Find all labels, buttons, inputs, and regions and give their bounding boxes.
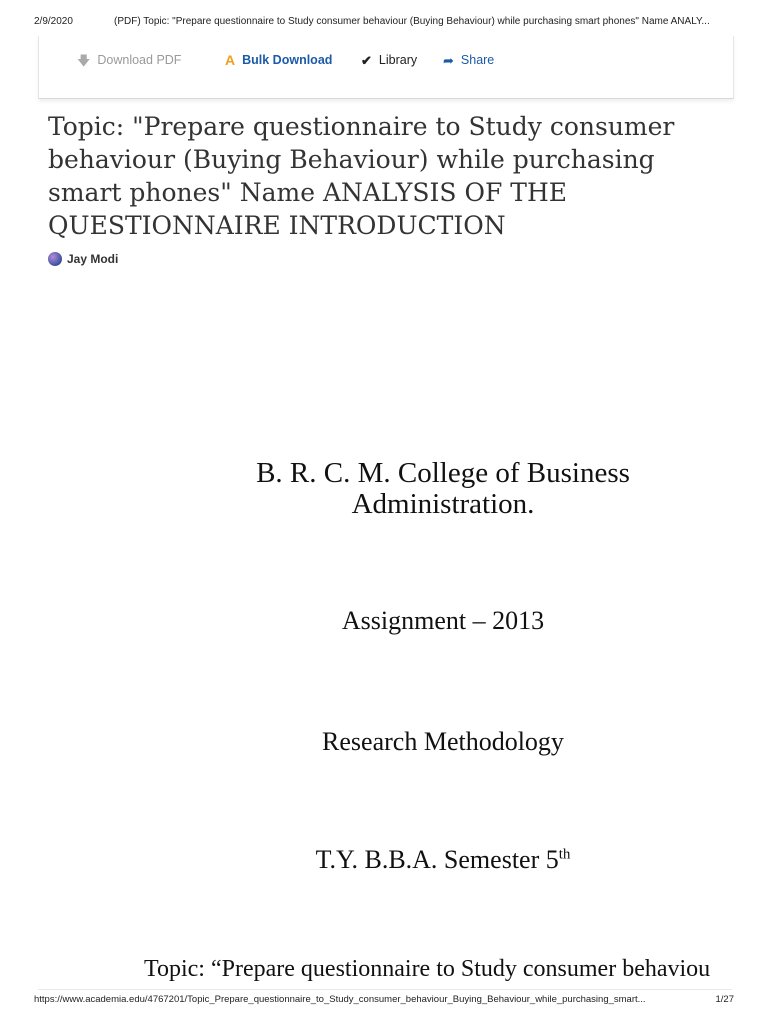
print-header bbox=[34, 16, 734, 30]
semester-suffix: th bbox=[558, 846, 571, 863]
bulk-download-label: Bulk Download bbox=[242, 53, 333, 67]
download-pdf-label: Download PDF bbox=[97, 53, 182, 67]
college-line-1: B. R. C. M. College of Business bbox=[256, 457, 630, 489]
share-label: Share bbox=[460, 53, 495, 67]
college-name bbox=[120, 458, 766, 520]
library-button[interactable] bbox=[361, 53, 417, 67]
college-line-2: Administration. bbox=[351, 488, 535, 520]
share-arrow-icon: ➦ bbox=[443, 52, 454, 68]
avatar bbox=[48, 252, 62, 266]
academia-a-icon: A bbox=[225, 52, 236, 68]
pdf-topic-line: Topic: “Prepare questionnaire to Study consumer behaviou bbox=[144, 956, 711, 982]
print-footer bbox=[34, 994, 734, 1008]
divider bbox=[38, 989, 732, 990]
print-url: https://www.academia.edu/4767201/Topic_Prepare_questionnaire_to_Study_consumer_behaviour_Buying_Behaviour_while_purchasing_smart... bbox=[34, 994, 646, 1005]
library-label: Library bbox=[378, 53, 418, 67]
author-link[interactable] bbox=[48, 252, 118, 266]
document-toolbar bbox=[38, 36, 734, 99]
print-date: 2/9/2020 bbox=[34, 16, 73, 27]
checkmark-icon: ✔ bbox=[361, 52, 372, 68]
bulk-download-button[interactable] bbox=[225, 53, 332, 67]
semester-text: T.Y. B.B.A. Semester 5 bbox=[315, 845, 559, 874]
print-page-title: (PDF) Topic: "Prepare questionnaire to Study consumer behaviour (Buying Behaviour) while purchasing smart phones" Name ANALY... bbox=[114, 16, 710, 27]
document-title: Topic: "Prepare questionnaire to Study consumer behaviour (Buying Behaviour) while purchasing smart phones" Name ANALYSIS OF THE QUESTIONNAIRE INTRODUCTION bbox=[48, 112, 675, 240]
semester-line bbox=[120, 845, 766, 875]
subject-name: Research Methodology bbox=[322, 727, 564, 756]
print-page-number: 1/27 bbox=[715, 994, 734, 1005]
download-pdf-button[interactable] bbox=[77, 53, 181, 67]
assignment-year: Assignment – 2013 bbox=[341, 606, 545, 635]
share-button[interactable] bbox=[443, 53, 494, 67]
author-name: Jay Modi bbox=[67, 252, 119, 266]
arrow-down-icon: 🡇 bbox=[77, 52, 91, 68]
